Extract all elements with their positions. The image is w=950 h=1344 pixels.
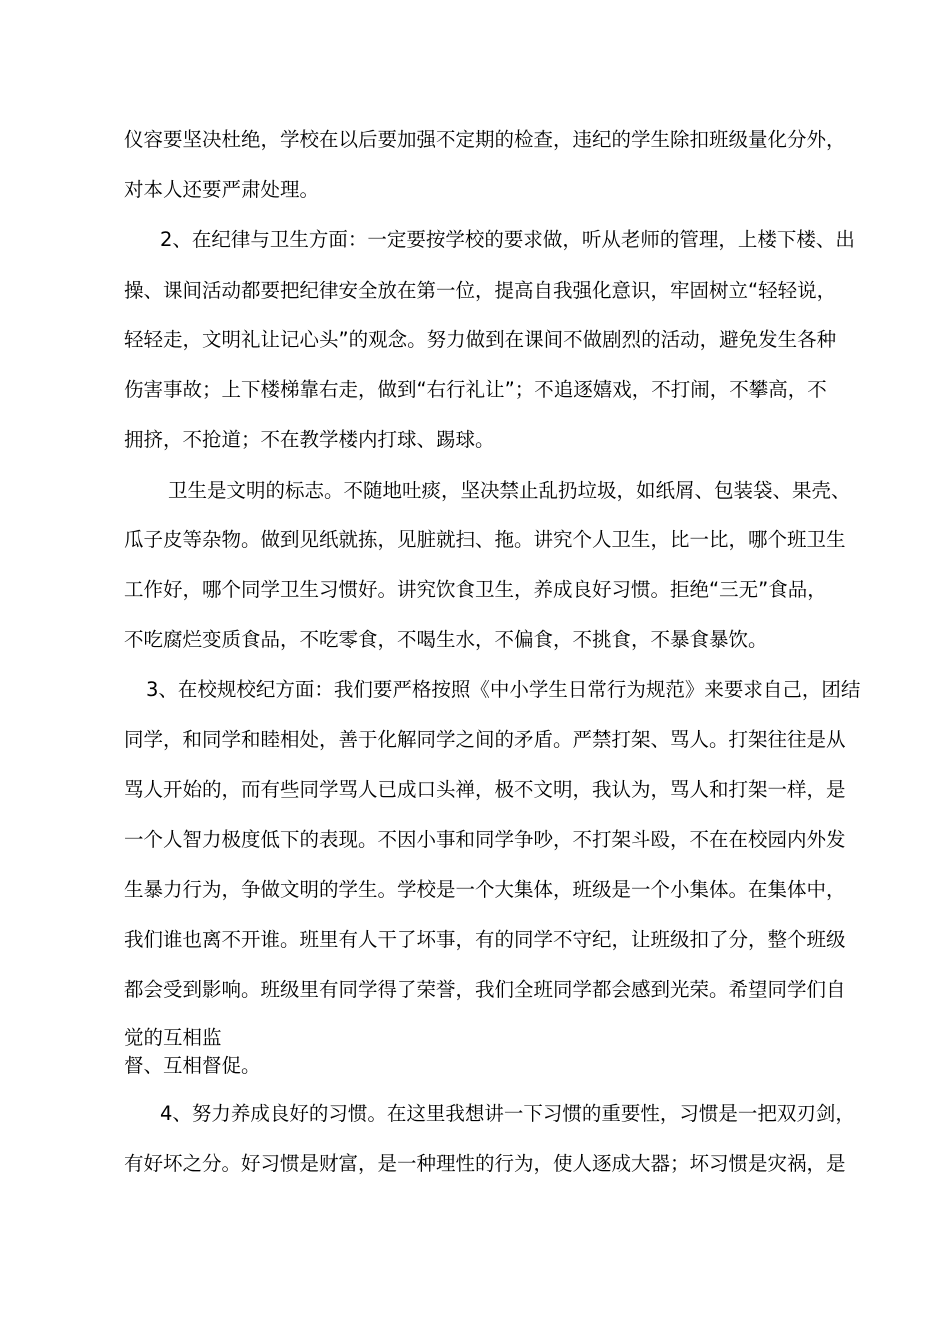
text-line: 一个人智力极度低下的表现。不因小事和同学争吵，不打架斗殴，不在在校园内外发: [124, 828, 846, 851]
text-line: 2、在纪律与卫生方面：一定要按学校的要求做，听从老师的管理，上楼下楼、出: [160, 228, 855, 251]
text-line: 伤害事故；上下楼梯靠右走，做到“右行礼让”；不追逐嬉戏，不打闹，不攀高，不: [124, 378, 827, 401]
text-line: 3、在校规校纪方面：我们要严格按照《中小学生日常行为规范》来要求自己，团结: [146, 678, 861, 701]
text-line: 觉的互相监: [124, 1026, 222, 1049]
text-line: 督、互相督促。: [124, 1054, 261, 1077]
text-line: 轻轻走，文明礼让记心头”的观念。努力做到在课间不做剧烈的活动，避免发生各种: [124, 328, 837, 351]
text-line: 不吃腐烂变质食品，不吃零食，不喝生水，不偏食，不挑食，不暴食暴饮。: [124, 628, 768, 651]
text-line: 都会受到影响。班级里有同学得了荣誉，我们全班同学都会感到光荣。希望同学们自: [124, 978, 846, 1001]
text-line: 操、课间活动都要把纪律安全放在第一位，提高自我强化意识，牢固树立“轻轻说，: [124, 279, 837, 302]
text-line: 瓜子皮等杂物。做到见纸就拣，见脏就扫、拖。讲究个人卫生，比一比，哪个班卫生: [124, 528, 846, 551]
text-line: 对本人还要严肃处理。: [124, 178, 320, 201]
text-line: 生暴力行为，争做文明的学生。学校是一个大集体，班级是一个小集体。在集体中，: [124, 878, 846, 901]
text-line: 4、努力养成良好的习惯。在这里我想讲一下习惯的重要性，习惯是一把双刃剑，: [160, 1102, 855, 1125]
text-line: 有好坏之分。好习惯是财富，是一种理性的行为，使人逐成大器；坏习惯是灾祸，是: [124, 1152, 846, 1175]
text-line: 同学，和同学和睦相处，善于化解同学之间的矛盾。严禁打架、骂人。打架往往是从: [124, 728, 846, 751]
text-line: 我们谁也离不开谁。班里有人干了坏事，有的同学不守纪，让班级扣了分，整个班级: [124, 928, 846, 951]
text-line: 拥挤，不抢道；不在教学楼内打球、踢球。: [124, 428, 495, 451]
text-line: 仪容要坚决杜绝，学校在以后要加强不定期的检查，违纪的学生除扣班级量化分外，: [124, 128, 846, 151]
text-line: 卫生是文明的标志。不随地吐痰，坚决禁止乱扔垃圾，如纸屑、包装袋、果壳、: [168, 479, 851, 502]
text-line: 工作好，哪个同学卫生习惯好。讲究饮食卫生，养成良好习惯。拒绝“三无”食品，: [124, 578, 827, 601]
text-line: 骂人开始的，而有些同学骂人已成口头禅，极不文明，我认为，骂人和打架一样，是: [124, 778, 846, 801]
